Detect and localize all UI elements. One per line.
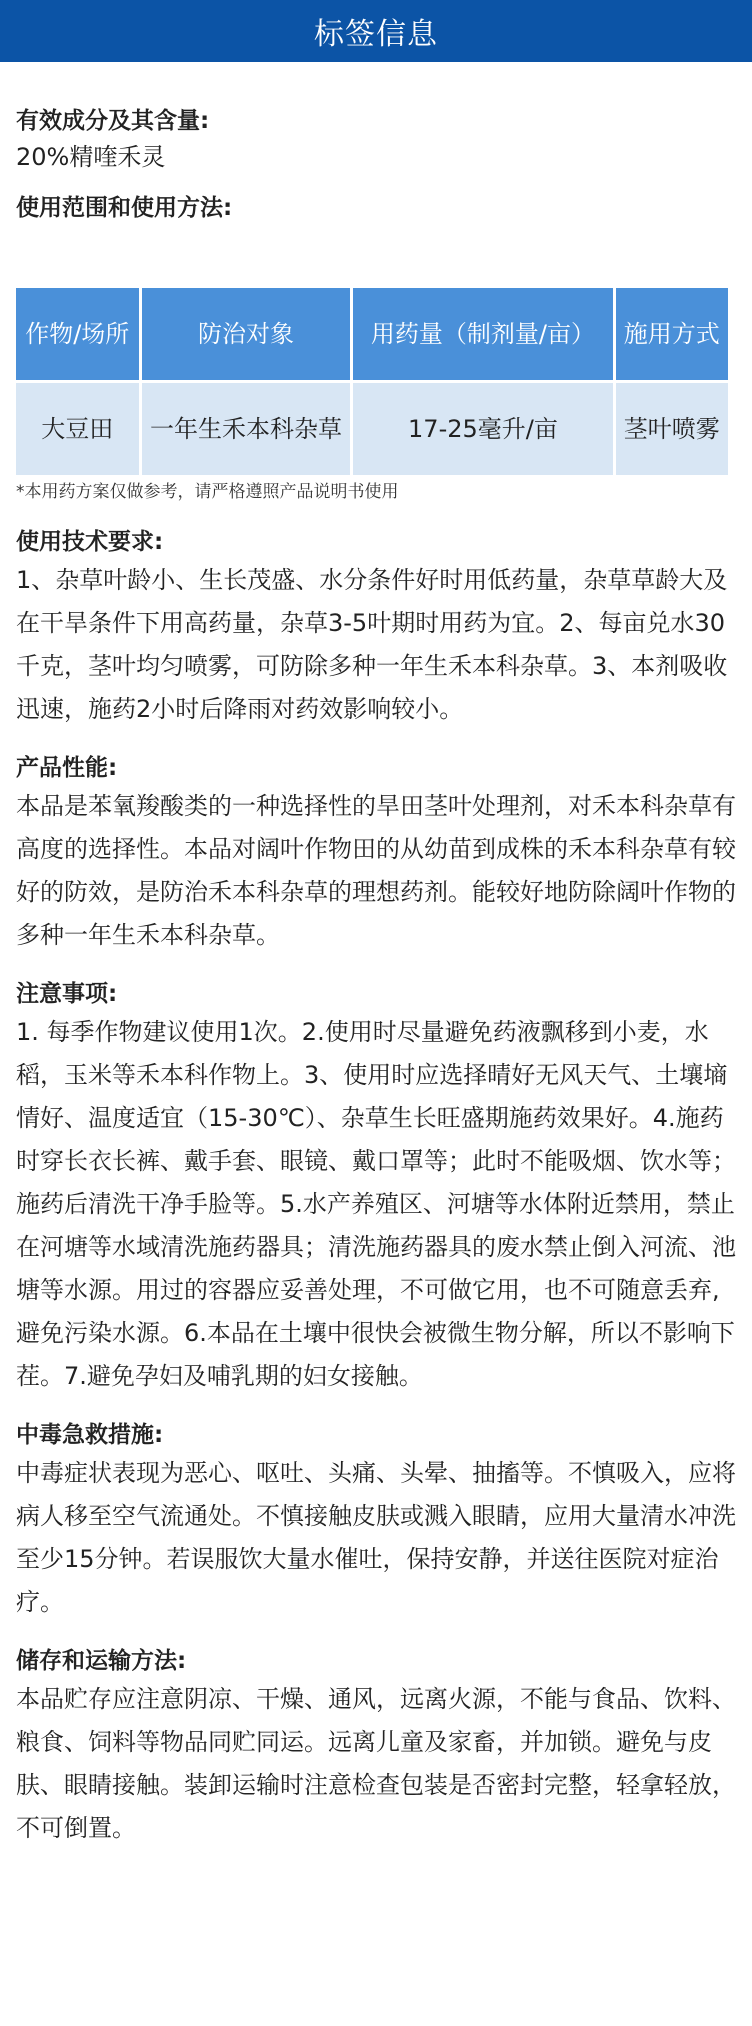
page-title: 标签信息 (314, 17, 438, 52)
usage-table-wrap (16, 285, 736, 478)
storage-text: 本品贮存应注意阴凉、干燥、通风，远离火源，不能与食品、饮料、粮食、饲料等物品同贮同运。远离儿童及家畜，并加锁。避免与皮肤、眼睛接触。装卸运输时注意检查包装是否密封完整，轻拿轻放，不可倒置。 (16, 1685, 736, 1842)
storage-title: 储存和运输方法: (16, 1648, 187, 1674)
storage-section (16, 1644, 736, 1850)
ingredient-section (16, 104, 736, 176)
table-cell-dosage: 17-25毫升/亩 (353, 383, 612, 475)
table-cell-method: 茎叶喷雾 (616, 383, 729, 475)
tech-title: 使用技术要求: (16, 529, 164, 555)
usage-table (13, 285, 731, 478)
table-cell-target: 一年生禾本科杂草 (142, 383, 351, 475)
table-cell-crop: 大豆田 (16, 383, 139, 475)
ingredient-text: 20%精喹禾灵 (16, 143, 166, 171)
table-header-cell: 作物/场所 (16, 288, 139, 380)
caution-title: 注意事项: (16, 981, 118, 1007)
table-header-cell: 用药量（制剂量/亩） (353, 288, 612, 380)
header-bar (0, 0, 752, 62)
firstaid-text: 中毒症状表现为恶心、呕吐、头痛、头晕、抽搐等。不慎吸入，应将病人移至空气流通处。不慎接触皮肤或溅入眼睛，应用大量清水冲洗至少15分钟。若误服饮大量水催吐，保持安静，并送往医院对症治疗。 (16, 1459, 736, 1616)
performance-title: 产品性能: (16, 755, 118, 781)
tech-section (16, 525, 736, 731)
firstaid-section (16, 1418, 736, 1624)
caution-text: 1. 每季作物建议使用1次。2.使用时尽量避免药液飘移到小麦，水稻，玉米等禾本科作物上。3、使用时应选择晴好无风天气、土壤墒情好、温度适宜（15-30℃）、杂草生长旺盛期施药效果好。4.施药时穿长衣长裤、戴手套、眼镜、戴口罩等；此时不能吸烟、饮水等；施药后清洗干净手脸等。5.水产养殖区、河塘等水体附近禁用，禁止在河塘等水域清洗施药器具；清洗施药器具的废水禁止倒入河流、池塘等水源。用过的容器应妥善处理，不可做它用，也不可随意丢弃,避免污染水源。6.本品在土壤中很快会被微生物分解，所以不影响下茬。7.避免孕妇及哺乳期的妇女接触。 (16, 1018, 736, 1390)
table-row (16, 383, 728, 475)
firstaid-title: 中毒急救措施: (16, 1422, 164, 1448)
table-header-cell: 施用方式 (616, 288, 729, 380)
table-header-row (16, 288, 728, 380)
usage-note: *本用药方案仅做参考，请严格遵照产品说明书使用 (16, 482, 399, 502)
performance-section (16, 751, 736, 957)
tech-text: 1、杂草叶龄小、生长茂盛、水分条件好时用低药量，杂草草龄大及在干旱条件下用高药量，杂草3-5叶期时用药为宜。2、每亩兑水30千克，茎叶均匀喷雾，可防除多种一年生禾本科杂草。3、本剂吸收迅速，施药2小时后降雨对药效影响较小。 (16, 566, 728, 723)
scope-section (16, 191, 736, 225)
caution-section (16, 977, 736, 1398)
table-header-cell: 防治对象 (142, 288, 351, 380)
ingredient-title: 有效成分及其含量: (16, 108, 210, 134)
performance-text: 本品是苯氧羧酸类的一种选择性的旱田茎叶处理剂，对禾本科杂草有高度的选择性。本品对阔叶作物田的从幼苗到成株的禾本科杂草有较好的防效，是防治禾本科杂草的理想药剂。能较好地防除阔叶作物的多种一年生禾本科杂草。 (16, 792, 736, 949)
scope-title: 使用范围和使用方法: (16, 195, 233, 221)
label-content (0, 104, 752, 1850)
